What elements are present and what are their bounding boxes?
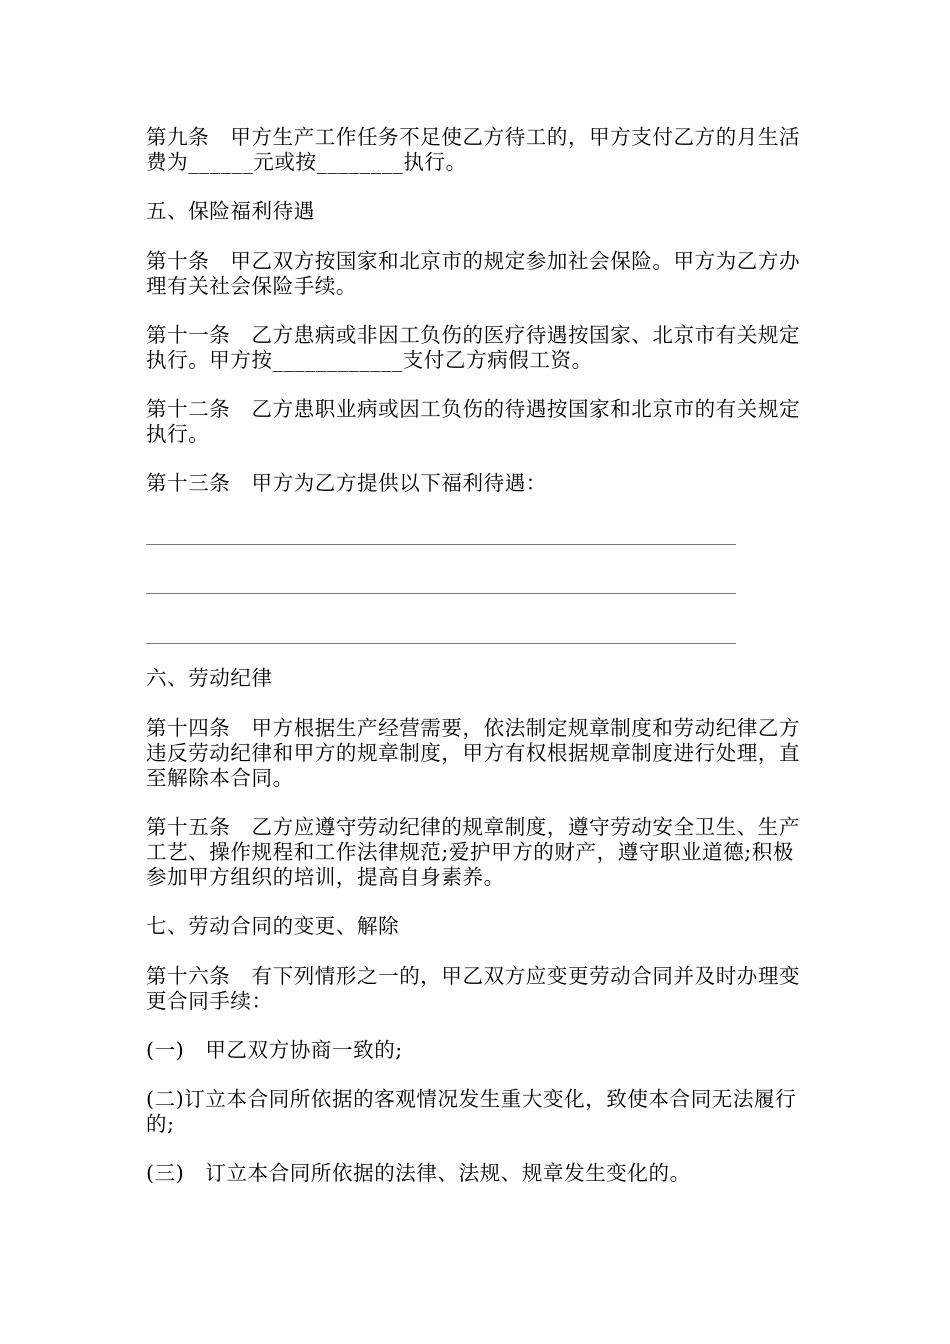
section-heading-6: 六、劳动纪律: [146, 666, 273, 690]
section-heading-5: 五、保险福利待遇: [146, 199, 315, 223]
list-item-2: (二)订立本合同所依据的客观情况发生重大变化，致使本合同无法履行的;: [146, 1087, 797, 1136]
blank-lines: [146, 502, 811, 644]
article-16: 第十六条 有下列情形之一的，甲乙双方应变更劳动合同并及时办理变更合同手续：: [146, 964, 801, 1013]
blank-line-1: [146, 502, 811, 545]
article-11: 第十一条 乙方患病或非因工负伤的医疗待遇按国家、北京市有关规定执行。甲方按____________支付乙方病假工资。: [146, 323, 801, 372]
blank-line-2: [146, 545, 811, 594]
article-13: 第十三条 甲方为乙方提供以下福利待遇：: [146, 471, 547, 495]
section-heading-7: 七、劳动合同的变更、解除: [146, 914, 400, 938]
article-15: 第十五条 乙方应遵守劳动纪律的规章制度，遵守劳动安全卫生、生产工艺、操作规程和工作法律规范;爱护甲方的财产，遵守职业道德;积极参加甲方组织的培训，提高自身素养。: [146, 815, 801, 889]
list-item-3: (三) 订立本合同所依据的法律、法规、规章发生变化的。: [146, 1161, 691, 1185]
blank-line-3: [146, 594, 811, 644]
article-9: 第九条 甲方生产工作任务不足使乙方待工的，甲方支付乙方的月生活费为______元或按________执行。: [146, 125, 801, 174]
article-12: 第十二条 乙方患职业病或因工负伤的待遇按国家和北京市的有关规定执行。: [146, 397, 801, 446]
article-14: 第十四条 甲方根据生产经营需要，依法制定规章制度和劳动纪律乙方违反劳动纪律和甲方的规章制度，甲方有权根据规章制度进行处理，直至解除本合同。: [146, 716, 801, 790]
list-item-1: (一) 甲乙双方协商一致的;: [146, 1038, 403, 1062]
article-10: 第十条 甲乙双方按国家和北京市的规定参加社会保险。甲方为乙方办理有关社会保险手续。: [146, 249, 801, 298]
document-body: [146, 125, 811, 1210]
